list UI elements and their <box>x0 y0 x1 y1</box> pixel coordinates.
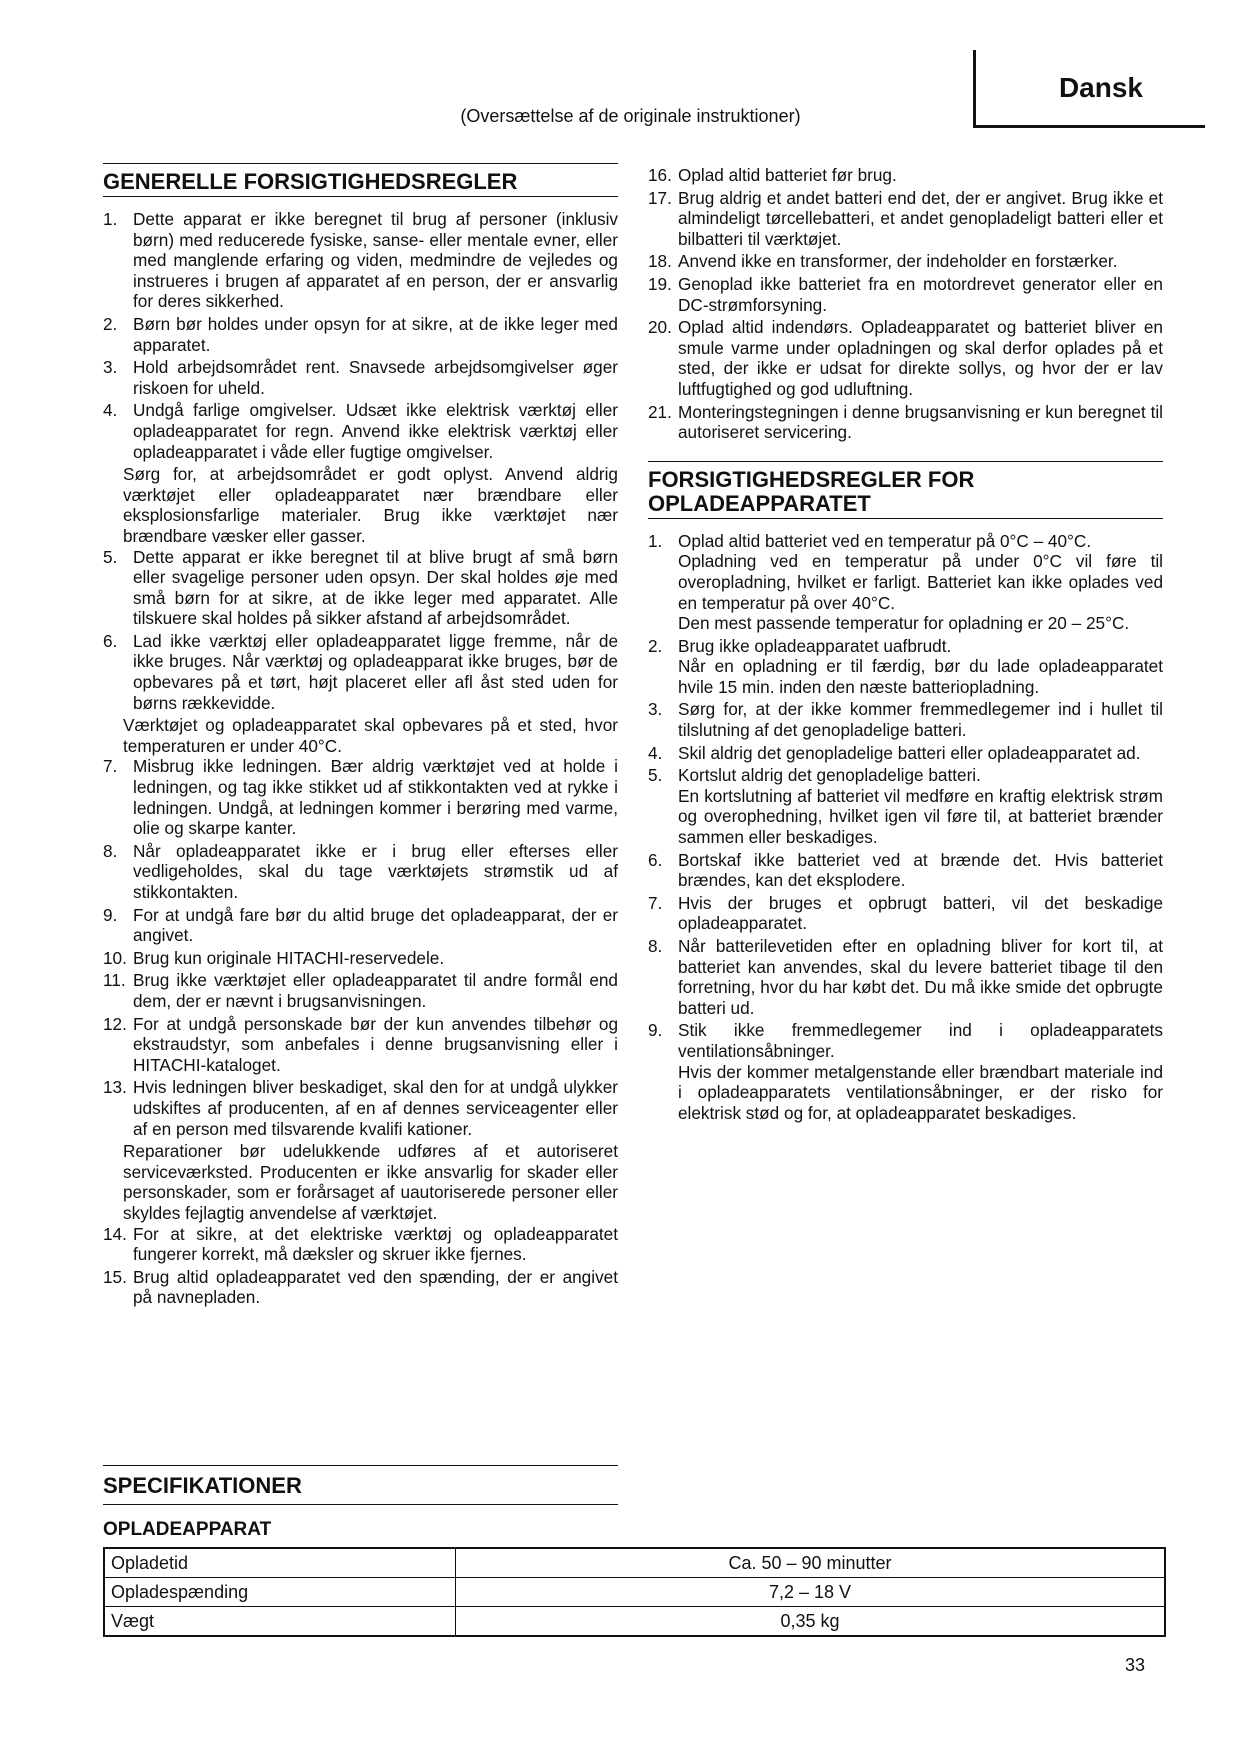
table-cell-value: Ca. 50 – 90 minutter <box>456 1548 1166 1578</box>
right-column <box>648 165 1163 1125</box>
specifications-heading: SPECIFIKATIONER <box>103 1465 618 1505</box>
table-row <box>104 1548 1165 1578</box>
list-item: 16. Oplad altid batteriet før brug. <box>648 165 897 185</box>
table-cell-label: Opladetid <box>104 1548 456 1578</box>
specifications-subheading: OPLADEAPPARAT <box>103 1519 272 1540</box>
list-item: 2. Brug ikke opladeapparatet uafbrudt. Når en opladning er til færdig, bør du lade opladeapparatet hvile 15 min. inden den næste batteriopladning. <box>648 635 1163 697</box>
item-note: Den mest passende temperatur for opladning er 20 – 25°C. <box>678 613 1130 634</box>
table-cell-value: 7,2 – 18 V <box>456 1578 1166 1607</box>
item-note: Hvis der kommer metalgenstande eller brændbart materiale ind i opladeapparatets ventilationsåbninger, er der risko for elektrisk stød og for, at opladeapparatet beskadiges. <box>678 1061 1163 1123</box>
list-item: 8. Når batterilevetiden efter en opladning bliver for kort til, at batteriet kan anvendes, skal du levere batteriet tibage til den forretning, hvor du har købt det. Du må ikke smide det opbrugte batteri ud. <box>648 936 1163 1018</box>
list-item: 3. Hold arbejdsområdet rent. Snavsede arbejdsomgivelser øger riskoen for uheld. <box>103 357 618 398</box>
item-note: En kortslutning af batteriet vil medføre en kraftig elektrisk strøm og overophedning, hvilket igen vil føre til, at batteriet brænder sammen eller beskadiges. <box>678 785 1163 848</box>
general-safety-list-continued <box>648 165 1163 443</box>
general-safety-list-d <box>103 1224 618 1308</box>
list-item: 7. Hvis der bruges et opbrugt batteri, vil det beskadige opladeapparatet. <box>648 892 1163 934</box>
list-item: 15. Brug altid opladeapparatet ved den spænding, der er angivet på navnepladen. <box>103 1266 618 1308</box>
charger-safety-heading: FORSIGTIGHEDSREGLER FOR OPLADEAPPARATET <box>648 461 1163 519</box>
list-item: 10. Brug kun originale HITACHI-reservedele. <box>103 947 445 968</box>
page-number: 33 <box>1125 1655 1146 1675</box>
list-item: 4. Skil aldrig det genopladelige batteri eller opladeapparatet ad. <box>648 742 1141 763</box>
list-item: 8. Når opladeapparatet ikke er i brug eller efterses eller vedligeholdes, skal du tage værktøjets strømstik ud af stikkontakten. <box>103 840 618 902</box>
charger-safety-list <box>648 531 1163 1124</box>
table-cell-label: Opladespænding <box>104 1578 456 1607</box>
item-note: Reparationer bør udelukkende udføres af et autoriseret serviceværksted. Producenten er ikke ansvarlig for skader eller personskader, som er forårsaget af uautoriserede personer eller skyldes fejlagtig anvendelse af værktøjet. <box>123 1141 618 1223</box>
translation-subtitle: (Oversættelse af de originale instruktioner) <box>460 106 801 126</box>
general-safety-list-c <box>103 756 618 1139</box>
list-item: 5. Dette apparat er ikke beregnet til at blive brugt af små børn eller svagelige personer uden opsyn. Der skal holdes øje med små børn for at sikre, at de ikke leger med apparatet. Alle tilskuere skal holdes på sikker afstand af arbejdsområdet. <box>103 546 618 629</box>
specifications-table <box>103 1547 1166 1637</box>
list-item: 18. Anvend ikke en transformer, der indeholder en forstærker. <box>648 251 1118 272</box>
item-note: Værktøjet og opladeapparatet skal opbevares på et sted, hvor temperaturen er under 40°C. <box>123 715 618 756</box>
item-note: Sørg for, at arbejdsområdet er godt oplyst. Anvend aldrig værktøjet eller opladeapparatet nær brændbare eller eksplosionsfarlige materialer. Brug ikke værktøjet nær brændbare væsker eller gasser. <box>123 464 618 546</box>
item-note: Opladning ved en temperatur på under 0°C vil føre til overopladning, hvilket er farligt. Batteriet kan ikke oplades ved en temperatur på over 40°C. <box>678 551 1163 613</box>
list-item: 6. Bortskaf ikke batteriet ved at brænde det. Hvis batteriet brændes, kan det eksplodere. <box>648 849 1163 891</box>
list-item: 7. Misbrug ikke ledningen. Bær aldrig værktøjet ved at holde i ledningen, og tag ikke stikket ud af stikkontakten ved at rykke i ledningen. Undgå, at ledningen kommer i berøring med varme, olie og skarpe kanter. <box>103 756 618 839</box>
list-item: 3. Sørg for, at der ikke kommer fremmedlegemer ind i hullet til tilslutning af det genopladelige batteri. <box>648 699 1163 741</box>
list-item: 2. Børn bør holdes under opsyn for at sikre, at de ikke leger med apparatet. <box>103 313 618 355</box>
list-item: 6. Lad ikke værktøj eller opladeapparatet ligge fremme, når de ikke bruges. Når værktøj og opladeapparat ikke bruges, bør de opbevares på et tørt, højt placeret eller afl åst sted uden for børns rækkevidde. <box>103 630 618 713</box>
table-cell-label: Vægt <box>104 1607 456 1637</box>
list-item: 12. For at undgå personskade bør der kun anvendes tilbehør og ekstraudstyr, som anbefales i denne brugsanvisning eller i HITACHI-kataloget. <box>103 1013 618 1075</box>
list-item: 9. Stik ikke fremmedlegemer ind i opladeapparatets ventilationsåbninger. Hvis der kommer metalgenstande eller brændbart materiale ind i opladeapparatets ventilationsåbninger, er der risko for elektrisk stød og for, at opladeapparatet beskadiges. <box>648 1020 1163 1123</box>
list-item: 11. Brug ikke værktøjet eller opladeapparatet til andre formål end dem, der er nævnt i brugsanvisningen. <box>103 970 618 1011</box>
list-item: 20. Oplad altid indendørs. Opladeapparatet og batteriet bliver en smule varme under opladningen og skal derfor oplades på et sted, der ikke er udsat for direkte sollys, og hvor der er lav luftfugtighed og god udluftning. <box>648 317 1163 399</box>
left-column <box>103 165 618 1310</box>
list-item: 17. Brug aldrig et andet batteri end det, der er angivet. Brug ikke et almindeligt tørcellebatteri, et andet genopladeligt batteri eller et bilbatteri til værktøjet. <box>648 187 1163 249</box>
table-row <box>104 1607 1165 1637</box>
list-item: 1. Dette apparat er ikke beregnet til brug af personer (inklusiv børn) med reducerede fysiske, sanse- eller mentale evner, eller med manglende erfaring og viden, medmindre de vejledes og instrueres i brugen af apparatet af en person, der er ansvarlig for deres sikkerhed. <box>103 209 618 312</box>
table-row <box>104 1578 1165 1607</box>
list-item: 21. Monteringstegningen i denne brugsanvisning er kun beregnet til autoriseret servicering. <box>648 401 1163 443</box>
list-item: 14. For at sikre, at det elektriske værktøj og opladeapparatet fungerer korrekt, må dæksler og skruer ikke fjernes. <box>103 1223 618 1265</box>
list-item: 1. Oplad altid batteriet ved en temperatur på 0°C – 40°C. Opladning ved en temperatur på under 0°C vil føre til overopladning, hvilket er farligt. Batteriet kan ikke oplades ved en temperatur på over 40°C. Den mest passende temperatur for opladning er 20 – 25°C. <box>648 530 1163 634</box>
specifications-section <box>103 1465 1166 1637</box>
language-label: Dansk <box>1058 72 1143 103</box>
general-safety-heading: GENERELLE FORSIGTIGHEDSREGLER <box>103 163 618 197</box>
list-item: 19. Genoplad ikke batteriet fra en motordrevet generator eller en DC-strømforsyning. <box>648 273 1163 315</box>
general-safety-list <box>103 209 618 462</box>
list-item: 5. Kortslut aldrig det genopladelige batteri. En kortslutning af batteriet vil medføre en kraftig elektrisk strøm og overophedning, hvilket igen vil føre til, at batteriet brænder sammen eller beskadiges. <box>648 765 1163 848</box>
list-item: 13. Hvis ledningen bliver beskadiget, skal den for at undgå ulykker udskiftes af producenten, af en af dennes serviceagenter eller af en person med tilsvarende kvalifi kationer. <box>103 1077 618 1139</box>
list-item: 4. Undgå farlige omgivelser. Udsæt ikke elektrisk værktøj eller opladeapparatet for regn. Anvend ikke elektrisk værktøj eller opladeapparatet i våde eller fugtige omgivelser. <box>103 400 618 462</box>
item-note: Når en opladning er til færdig, bør du lade opladeapparatet hvile 15 min. inden den næste batteriopladning. <box>678 656 1163 697</box>
list-item: 9. For at undgå fare bør du altid bruge det opladeapparat, der er angivet. <box>103 904 618 946</box>
general-safety-list-b <box>103 547 618 714</box>
table-cell-value: 0,35 kg <box>456 1607 1166 1637</box>
